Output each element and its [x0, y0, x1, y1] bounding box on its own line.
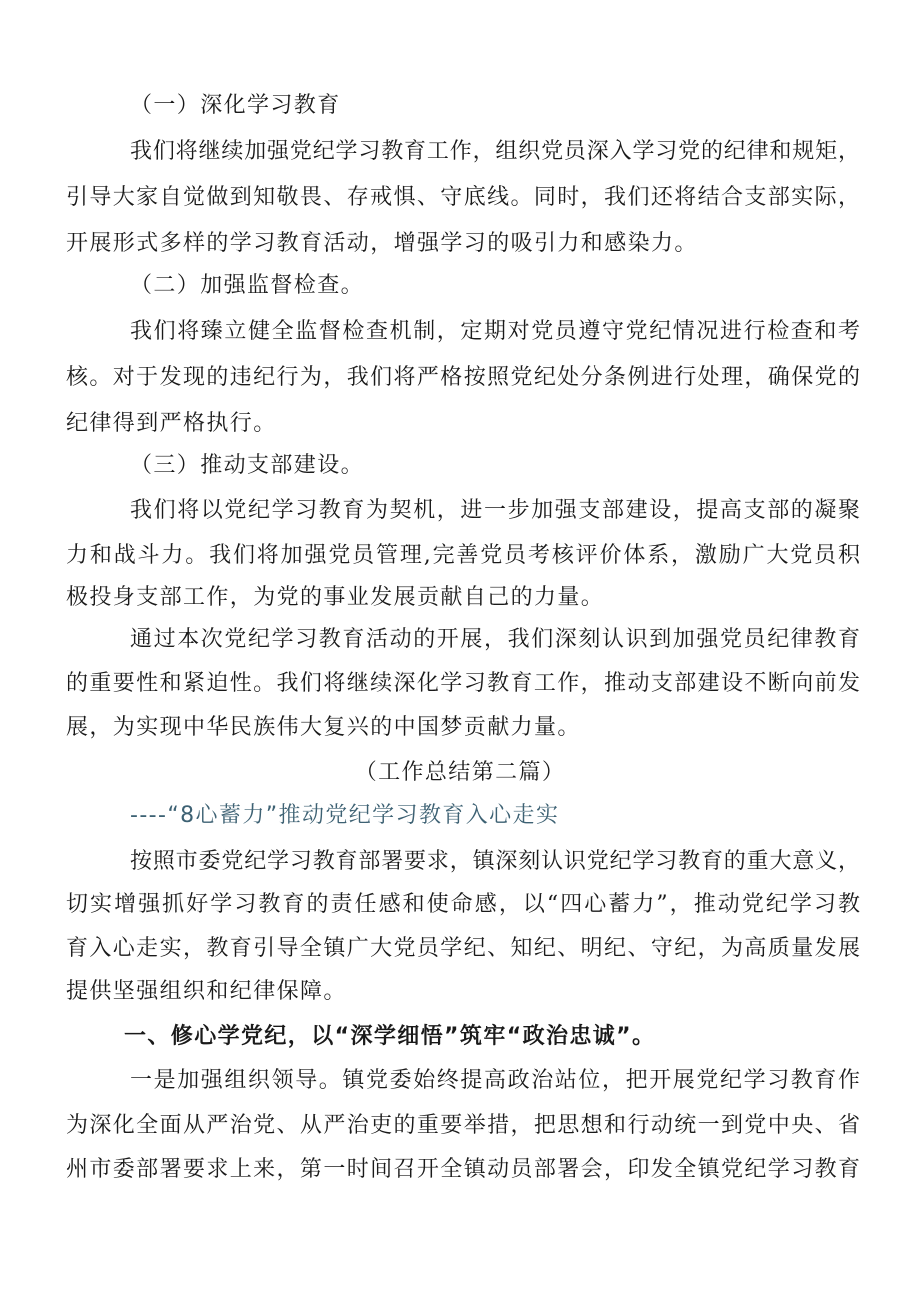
paragraph-6-line-1: 一是加强组织领导。镇党委始终提高政治站位，把开展党纪学习教育作: [130, 1068, 862, 1093]
paragraph-2-line-2: 核。对于发现的违纪行为，我们将严格按照党纪处分条例进行处理，确保党的: [66, 365, 862, 390]
paragraph-6-line-2: 为深化全面从严治党、从严治吏的重要举措，把思想和行动统一到党中央、省: [66, 1113, 862, 1138]
paragraph-2-line-1: 我们将臻立健全监督检查机制，定期对党员遵守党纪情况进行检查和考: [130, 319, 862, 344]
heading-2: （二）加强监督检查。: [130, 273, 365, 298]
heading-1: （一）深化学习教育: [130, 93, 341, 118]
paragraph-5-line-4: 提供坚强组织和纪律保障。: [66, 979, 347, 1004]
paragraph-5-line-3: 育入心走实，教育引导全镇广大党员学纪、知纪、明纪、守纪，为高质量发展: [66, 936, 862, 961]
paragraph-4-line-1: 通过本次党纪学习教育活动的开展，我们深刻认识到加强党员纪律教育: [130, 627, 862, 652]
paragraph-6-line-3: 州市委部署要求上来，第一时间召开全镇动员部署会，印发全镇党纪学习教育: [66, 1157, 862, 1182]
section-title: （工作总结第二篇）: [354, 760, 566, 785]
paragraph-3-line-3: 极投身支部工作，为党的事业发展贡献自己的力量。: [66, 585, 605, 610]
paragraph-2-line-3: 纪律得到严格执行。: [66, 411, 277, 436]
paragraph-1-line-2: 引导大家自觉做到知敬畏、存戒惧、守底线。同时，我们还将结合支部实际，: [66, 185, 862, 210]
paragraph-1-line-3: 开展形式多样的学习教育活动，增强学习的吸引力和感染力。: [66, 231, 698, 256]
bold-heading: 一、修心学党纪，以“深学细悟”筑牢“政治忠诚”。: [124, 1024, 656, 1049]
paragraph-4-line-2: 的重要性和紧迫性。我们将继续深化学习教育工作，推动支部建设不断向前发: [66, 671, 862, 696]
paragraph-1-line-1: 我们将继续加强党纪学习教育工作，组织党员深入学习党的纪律和规矩，: [130, 139, 861, 164]
paragraph-5-line-2: 切实增强抓好学习教育的责任感和使命感，以“四心蓄力”，推动党纪学习教: [66, 892, 863, 917]
paragraph-5-line-1: 按照市委党纪学习教育部署要求，镇深刻认识党纪学习教育的重大意义，: [130, 849, 861, 874]
heading-3: （三）推动支部建设。: [130, 453, 365, 478]
paragraph-3-line-2: 力和战斗力。我们将加强党员管理,完善党员考核评价体系，激励广大党员积: [66, 543, 862, 568]
paragraph-4-line-3: 展，为实现中华民族伟大复兴的中国梦贡献力量。: [66, 715, 581, 740]
subtitle: ----“8心蓄力”推动党纪学习教育入心走实: [130, 803, 560, 828]
paragraph-3-line-1: 我们将以党纪学习教育为契机，进一步加强支部建设，提高支部的凝聚: [130, 498, 862, 523]
